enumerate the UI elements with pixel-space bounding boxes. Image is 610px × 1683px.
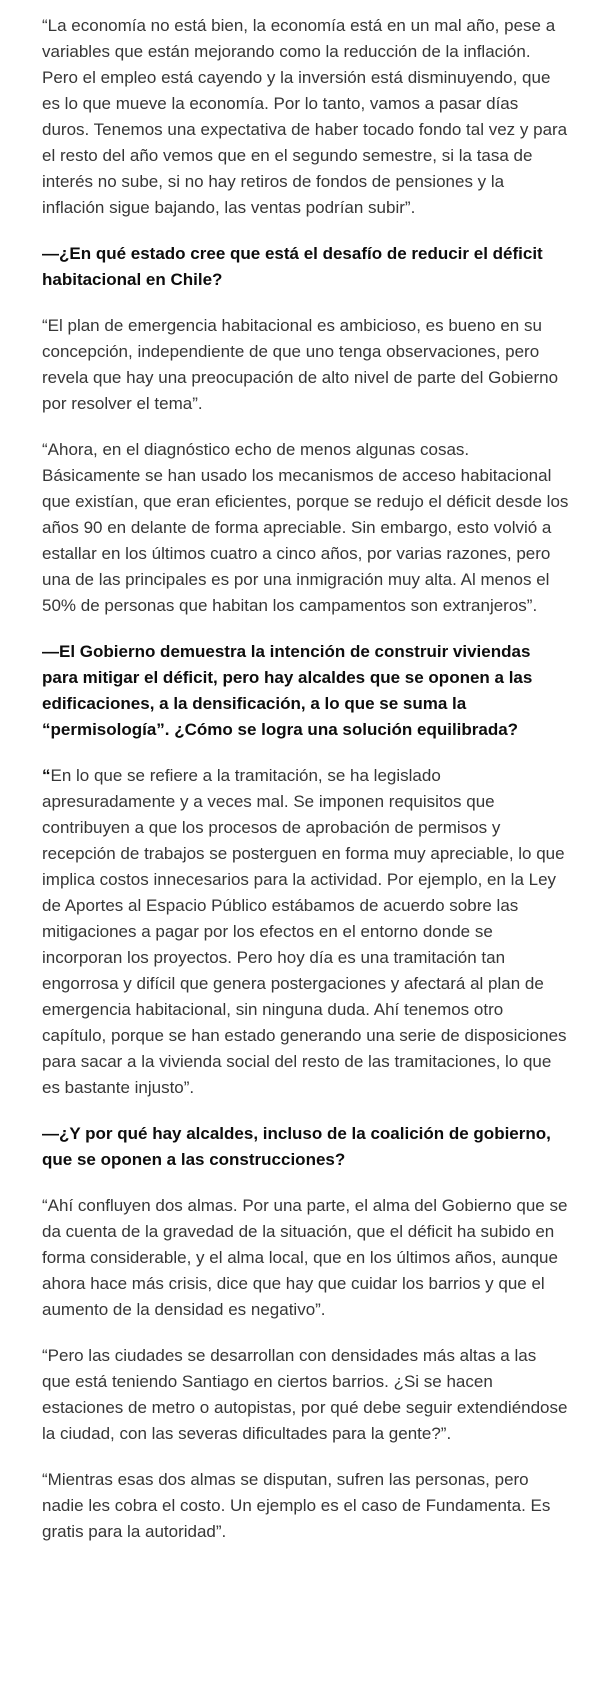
bold-opening-quote: “ bbox=[42, 766, 51, 785]
answer-paragraph-diagnosis: “Ahora, en el diagnóstico echo de menos algunas cosas. Básicamente se han usado los mecanismos de acceso habitacional que existían, que eran eficientes, porque se redujo el déficit desde los años 90 en delante de forma apreciable. Sin embargo, esto volvió a estallar en los últimos cuatro a cinco años, por varias razones, pero una de las principales es por una inmigración muy alta. Al menos el 50% de personas que habitan los campamentos son extranjeros”. bbox=[42, 440, 569, 615]
answer-paragraph-fundamenta: “Mientras esas dos almas se disputan, sufren las personas, pero nadie les cobra el costo. Un ejemplo es el caso de Fundamenta. Es gratis para la autoridad”. bbox=[42, 1470, 551, 1541]
question-paragraph-housing-deficit: —¿En qué estado cree que está el desafío de reducir el déficit habitacional en Chile? bbox=[42, 244, 543, 289]
answer-paragraph-city-density: “Pero las ciudades se desarrollan con densidades más altas a las que está teniendo Santiago en ciertos barrios. ¿Si se hacen estaciones de metro o autopistas, por qué debe seguir extendiéndose la ciudad, con las severas dificultades para la gente?”. bbox=[42, 1346, 568, 1443]
answer-paragraph-economy: “La economía no está bien, la economía está en un mal año, pese a variables que están mejorando como la reducción de la inflación. Pero el empleo está cayendo y la inversión está disminuyendo, que es lo que mueve la economía. Por lo tanto, vamos a pasar días duros. Tenemos una expectativa de haber tocado fondo tal vez y para el resto del año vemos que en el segundo semestre, si la tasa de interés no sube, si no hay retiros de fondos de pensiones y la inflación sigue bajando, las ventas podrían subir”. bbox=[42, 16, 568, 217]
answer-paragraph-tramitacion-text: En lo que se refiere a la tramitación, se ha legislado apresuradamente y a veces mal. Se imponen requisitos que contribuyen a que los procesos de aprobación de permisos y recepción de trabajos se posterguen en forma muy apreciable, lo que implica costos innecesarios para la actividad. Por ejemplo, en la Ley de Aportes al Espacio Público estábamos de acuerdo sobre las mitigaciones a pagar por los efectos en el entorno donde se incorporan los proyectos. Pero hoy día es una tramitación tan engorrosa y difícil que genera postergaciones y afectará al plan de emergencia habitacional, sin ninguna duda. Ahí tenemos otro capítulo, porque se han estado generando una serie de disposiciones para sacar a la vivienda social del resto de las tramitaciones, lo que es bastante injusto”. bbox=[42, 766, 567, 1097]
answer-paragraph-two-souls: “Ahí confluyen dos almas. Por una parte, el alma del Gobierno que se da cuenta de la gravedad de la situación, que el déficit ha subido en forma considerable, y el alma local, que en los últimos años, aunque ahora hace más crisis, dice que hay que cuidar los barrios y que el aumento de la densidad es negativo”. bbox=[42, 1196, 568, 1319]
answer-paragraph-tramitacion bbox=[42, 763, 569, 1101]
question-paragraph-mayors-permisologia: —El Gobierno demuestra la intención de construir viviendas para mitigar el déficit, pero hay alcaldes que se oponen a las edificaciones, a la densificación, a lo que se suma la “permisología”. ¿Cómo se logra una solución equilibrada? bbox=[42, 642, 533, 739]
answer-paragraph-emergency-plan: “El plan de emergencia habitacional es ambicioso, es bueno en su concepción, independiente de que uno tenga observaciones, pero revela que hay una preocupación de alto nivel de parte del Gobierno por resolver el tema”. bbox=[42, 316, 559, 413]
question-paragraph-coalition-mayors: —¿Y por qué hay alcaldes, incluso de la coalición de gobierno, que se oponen a las construcciones? bbox=[42, 1124, 551, 1169]
